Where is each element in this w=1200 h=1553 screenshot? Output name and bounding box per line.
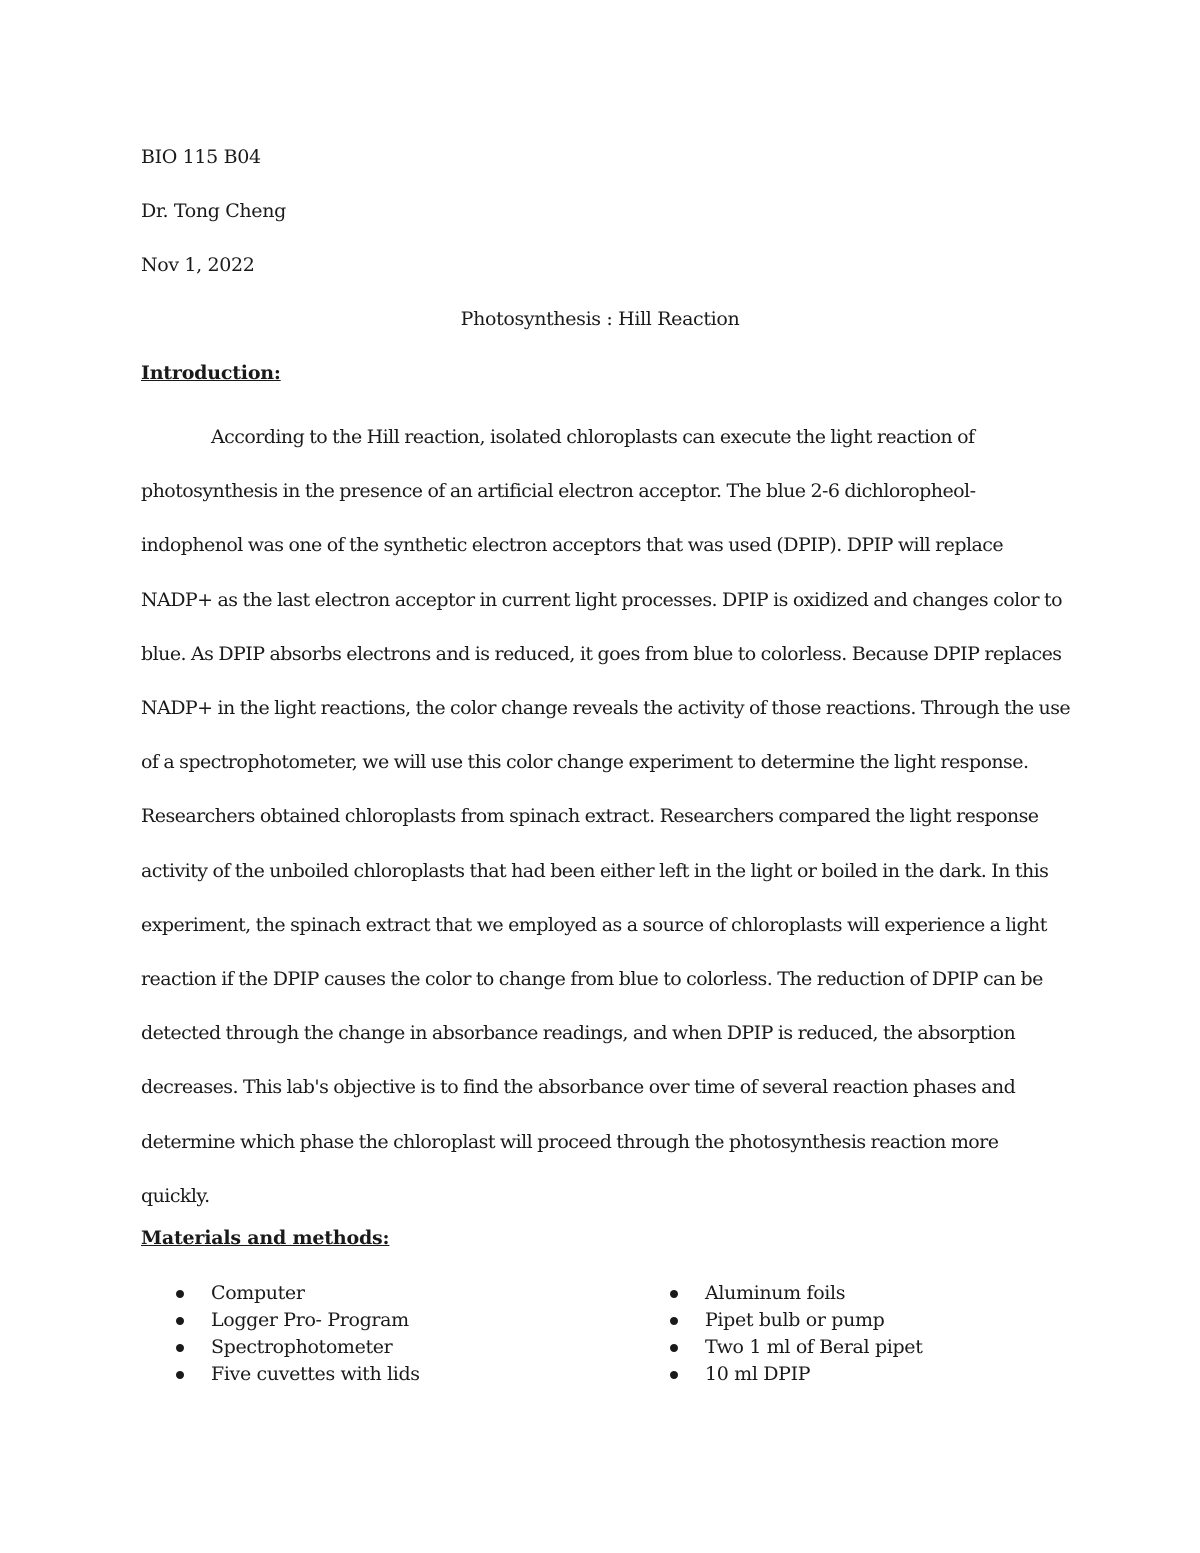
bullet-icon xyxy=(176,1371,184,1379)
list-item: Five cuvettes with lids xyxy=(176,1361,420,1388)
materials-list-right xyxy=(670,1280,922,1388)
list-item: Pipet bulb or pump xyxy=(670,1307,922,1334)
document-title: Photosynthesis : Hill Reaction xyxy=(460,308,740,330)
course-code: BIO 115 B04 xyxy=(141,146,261,168)
bullet-icon xyxy=(176,1290,184,1298)
list-item: Spectrophotometer xyxy=(176,1334,420,1361)
list-item: Two 1 ml of Beral pipet xyxy=(670,1334,922,1361)
materials-list-left xyxy=(176,1280,420,1388)
instructor-name: Dr. Tong Cheng xyxy=(141,200,286,222)
materials-heading: Materials and methods: xyxy=(141,1227,390,1249)
list-item: 10 ml DPIP xyxy=(670,1361,922,1388)
bullet-icon xyxy=(670,1344,678,1352)
introduction-paragraph: According to the Hill reaction, isolated chloroplasts can execute the light reaction of photosynthesis in the presence of an artificial electron acceptor. The blue 2-6 dichloropheol-indophenol was one of the synthetic electron acceptors that was used (DPIP). DPIP will replace NADP+ as the last electron acceptor in current light processes. DPIP is oxidized and changes color to blue. As DPIP absorbs electrons and is reduced, it goes from blue to colorless. Because DPIP replaces NADP+ in the light reactions, the color change reveals the activity of those reactions. Through the use of a spectrophotometer, we will use this color change experiment to determine the light response. Researchers obtained chloroplasts from spinach extract. Researchers compared the light response activity of the unboiled chloroplasts that had been either left in the light or boiled in the dark. In this experiment, the spinach extract that we employed as a source of chloroplasts will experience a light reaction if the DPIP causes the color to change from blue to colorless. The reduction of DPIP can be detected through the change in absorbance readings, and when DPIP is reduced, the absorption decreases. This lab's objective is to find the absorbance over time of several reaction phases and determine which phase the chloroplast will proceed through the photosynthesis reaction more quickly. xyxy=(141,426,1071,1207)
introduction-heading: Introduction: xyxy=(141,362,281,384)
list-item: Aluminum foils xyxy=(670,1280,922,1307)
report-date: Nov 1, 2022 xyxy=(141,254,255,276)
bullet-icon xyxy=(176,1317,184,1325)
list-item: Computer xyxy=(176,1280,420,1307)
bullet-icon xyxy=(670,1317,678,1325)
bullet-icon xyxy=(176,1344,184,1352)
list-item: Logger Pro- Program xyxy=(176,1307,420,1334)
bullet-icon xyxy=(670,1371,678,1379)
bullet-icon xyxy=(670,1290,678,1298)
